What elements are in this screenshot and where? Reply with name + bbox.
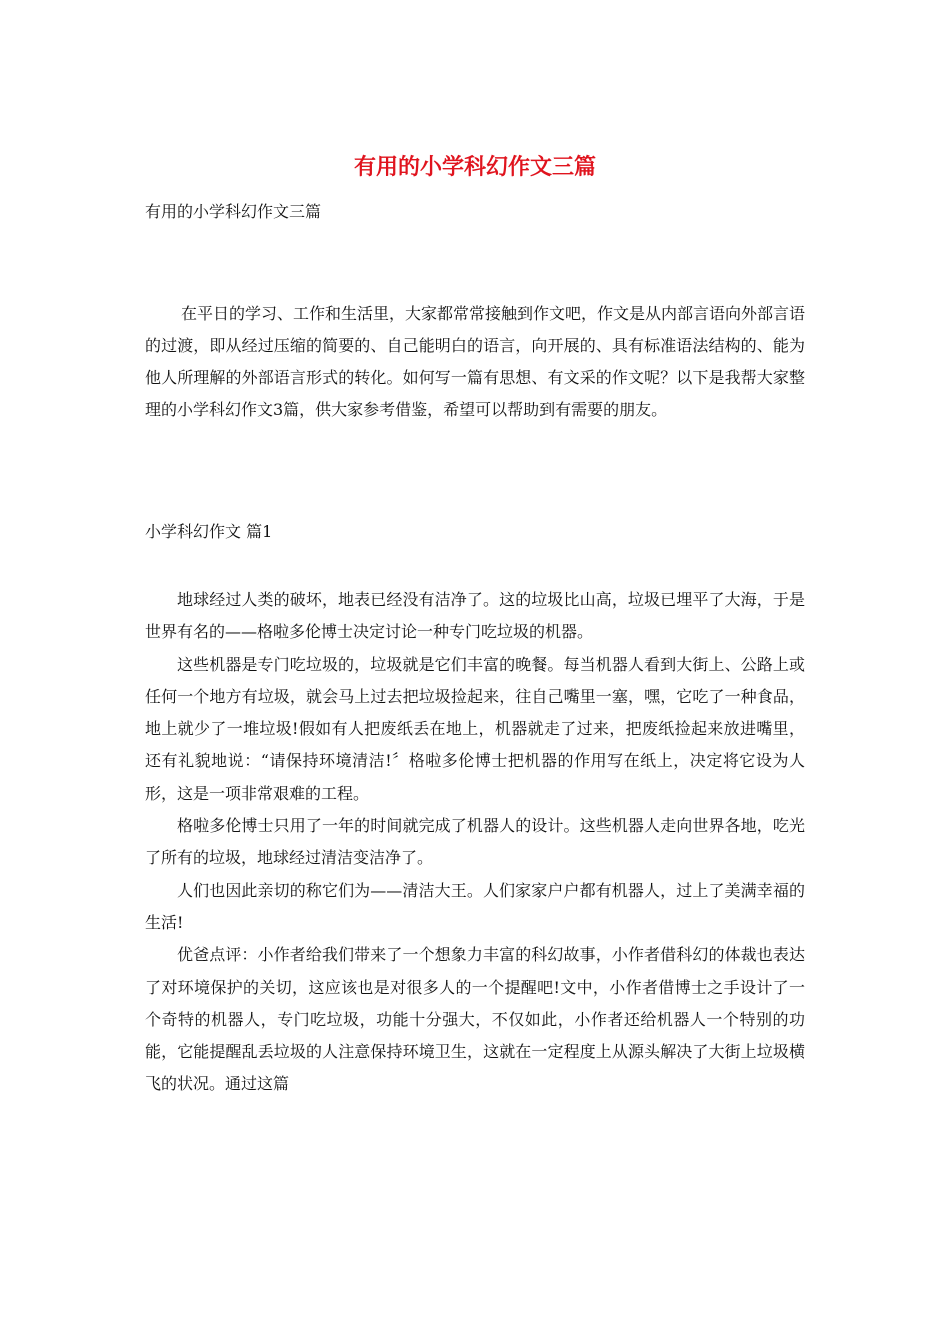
- page-title: 有用的小学科幻作文三篇: [353, 154, 596, 180]
- essay-paragraph: 优爸点评：小作者给我们带来了一个想象力丰富的科幻故事，小作者借科幻的体裁也表达了对环境保护的关切，这应该也是对很多人的一个提醒吧!文中，小作者借博士之手设计了一个奇特的机器人，专门吃垃圾，功能十分强大，不仅如此，小作者还给机器人一个特别的功能，它能提醒乱丢垃圾的人注意保持环境卫生，这就在一定程度上从源头解决了大街上垃圾横飞的状况。通过这篇: [145, 945, 805, 1094]
- document-subtitle: 有用的小学科幻作文三篇: [145, 202, 322, 221]
- essay-body: [145, 584, 805, 1101]
- essay-paragraph: 人们也因此亲切的称它们为——清洁大王。人们家家户户都有机器人，过上了美满幸福的生活!: [145, 880, 805, 932]
- essay-paragraph: 这些机器是专门吃垃圾的，垃圾就是它们丰富的晚餐。每当机器人看到大街上、公路上或任何一个地方有垃圾，就会马上过去把垃圾捡起来，往自己嘴里一塞，嘿，它吃了一种食品，地上就少了一堆垃圾!假如有人把废纸丢在地上，机器就走了过来，把废纸捡起来放进嘴里，还有礼貌地说：“请保持环境清洁!〞格啦多伦博士把机器的作用写在纸上，决定将它设为人形，这是一项非常艰难的工程。: [145, 654, 805, 803]
- intro-paragraph: 在平日的学习、工作和生活里，大家都常常接触到作文吧，作文是从内部言语向外部言语的过渡，即从经过压缩的简要的、自己能明白的语言，向开展的、具有标准语法结构的、能为他人所理解的外部语言形式的转化。如何写一篇有思想、有文采的作文呢？以下是我帮大家整理的小学科幻作文3篇，供大家参考借鉴，希望可以帮助到有需要的朋友。: [145, 304, 806, 419]
- essay-paragraph: 格啦多伦博士只用了一年的时间就完成了机器人的设计。这些机器人走向世界各地，吃光了所有的垃圾，地球经过清洁变洁净了。: [145, 816, 805, 868]
- essay-paragraph: 地球经过人类的破坏，地表已经没有洁净了。这的垃圾比山高，垃圾已埋平了大海，于是世界有名的——格啦多伦博士决定讨论一种专门吃垃圾的机器。: [145, 590, 805, 642]
- section-heading: 小学科幻作文 篇1: [145, 522, 273, 541]
